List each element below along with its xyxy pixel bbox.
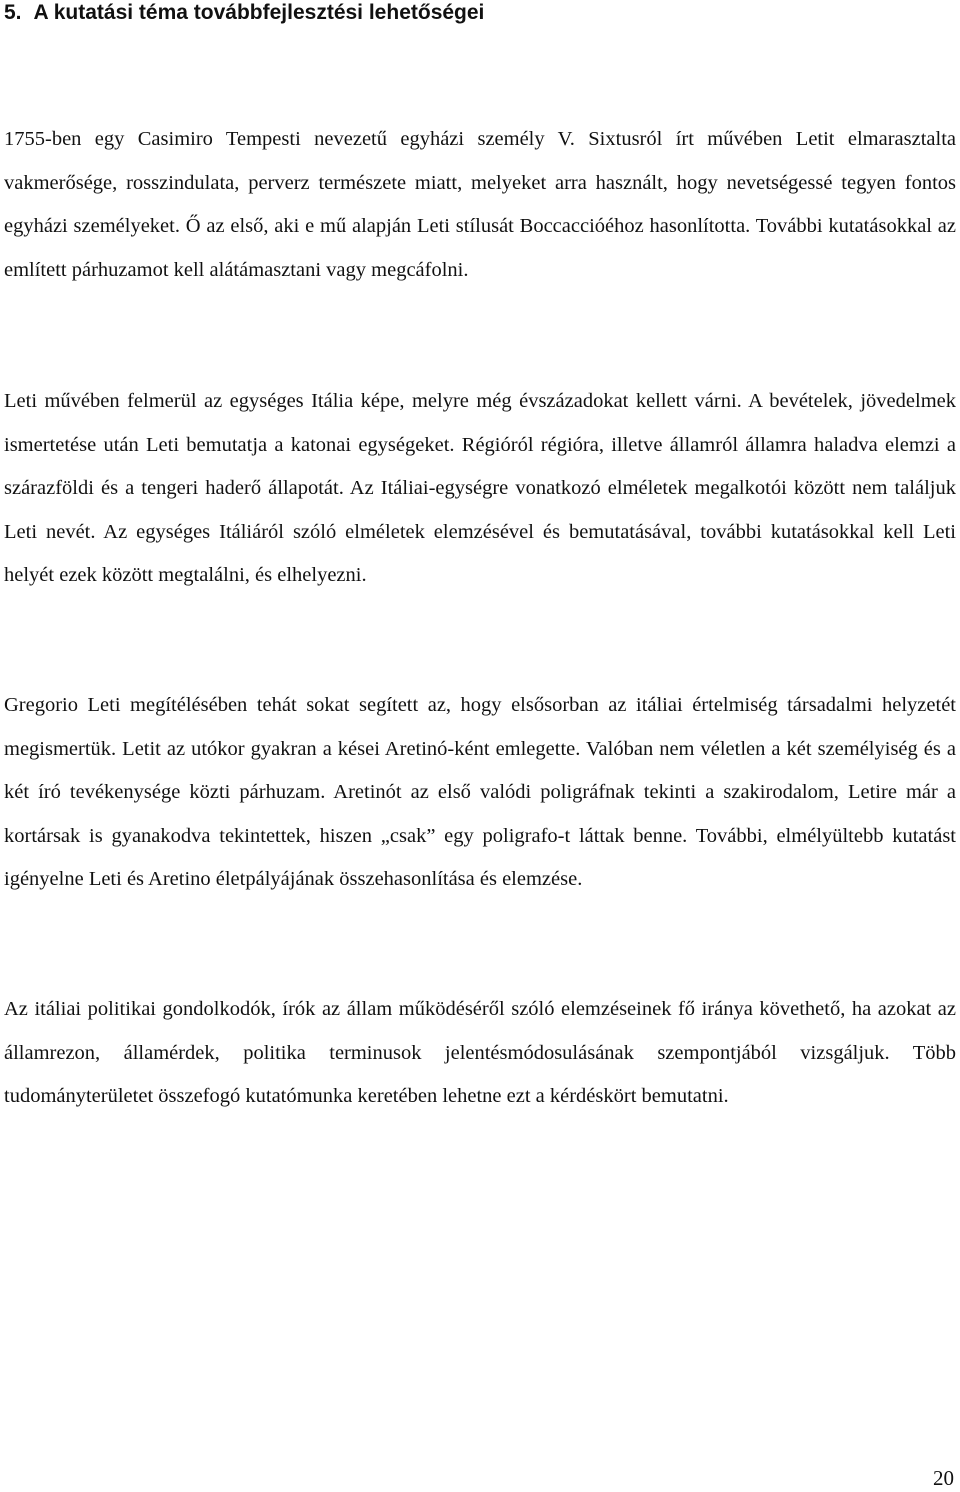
paragraph-aretino: Gregorio Leti megítélésében tehát sokat segített az, hogy elsősorban az itáliai értelmiség társadalmi helyzetét megismertük. Letit az utókor gyakran a kései Aretinó-ként emlegette. Valóban nem véletlen a két személyiség és a két író tevékenysége közti párhuzam. Aretinót az első valódi poligráfnak tekinti a szakirodalom, Letire már a kortársak is gyanakodva tekintettek, hiszen „csak” egy poligrafo-t láttak benne. További, elmélyültebb kutatást igényelne Leti és Aretino életpályájának összehasonlítása és elemzése. (4, 694, 956, 890)
section-heading (4, 0, 484, 26)
section-title: A kutatási téma továbbfejlesztési lehetőségei (33, 1, 485, 24)
paragraph-tempesti: 1755-ben egy Casimiro Tempesti nevezetű egyházi személy V. Sixtusról írt művében Letit elmarasztalta vakmerősége, rosszindulata, perverz természete miatt, melyeket arra használt, hogy nevetségessé tegyen fontos egyházi személyeket. Ő az első, aki e mű alapján Leti stílusát Boccaccióéhoz hasonlította. További kutatásokkal az említett párhuzamot kell alátámasztani vagy megcáfolni. (4, 128, 956, 281)
paragraph-political-thinkers: Az itáliai politikai gondolkodók, írók az állam működéséről szóló elemzéseinek fő iránya követhető, ha azokat az államrezon, államérdek, politika terminusok jelentésmódosulásának szempontjából vizsgáljuk. Több tudományterületet összefogó kutatómunka keretében lehetne ezt a kérdéskört bemutatni. (4, 998, 956, 1107)
paragraph-italia-unity: Leti művében felmerül az egységes Itália képe, melyre még évszázadokat kellett várni. A bevételek, jövedelmek ismertetése után Leti bemutatja a katonai egységeket. Régióról régióra, illetve államról államra haladva elemzi a szárazföldi és a tengeri haderő állapotát. Az Itáliai-egységre vonatkozó elméletek megalkotói között nem találjuk Leti nevét. Az egységes Itáliáról szóló elméletek elemzésével és bemutatásával, további kutatásokkal kell Leti helyét ezek között megtalálni, és elhelyezni. (4, 390, 956, 586)
section-number: 5. (4, 1, 22, 24)
page-number: 20 (933, 1466, 954, 1490)
